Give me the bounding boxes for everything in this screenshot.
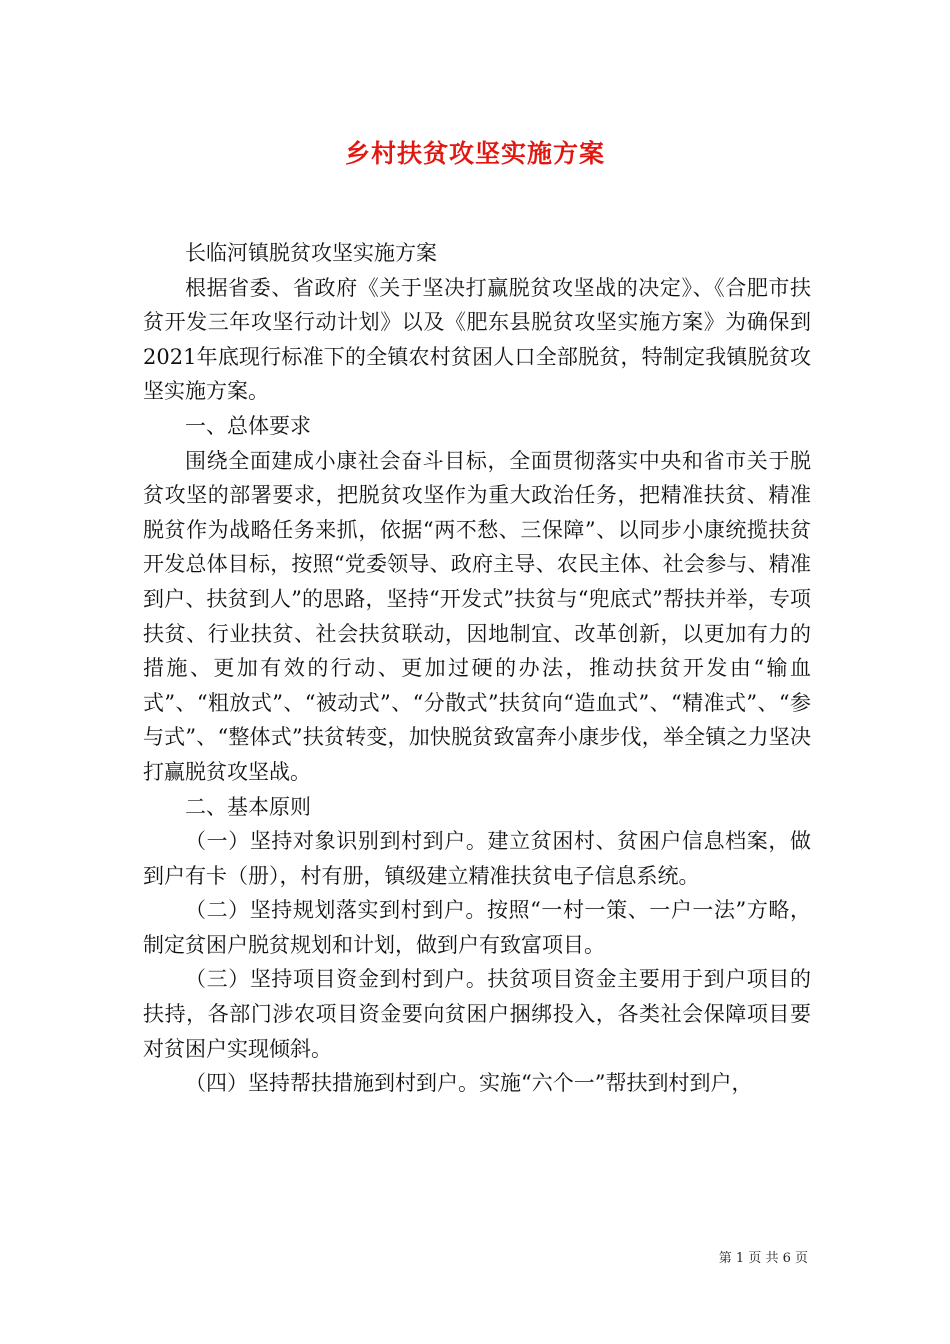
- principle-paragraph-2: （二）坚持规划落实到村到户。按照“一村一策、一户一法”方略，制定贫困户脱贫规划和计划，做到户有致富项目。: [143, 898, 811, 957]
- body-paragraph-subtitle: 长临河镇脱贫攻坚实施方案: [185, 241, 437, 265]
- body-paragraph-intro: 根据省委、省政府《关于坚决打赢脱贫攻坚战的决定》、《合肥市扶贫开发三年攻坚行动计划》以及《肥东县脱贫攻坚实施方案》为确保到2021年底现行标准下的全镇农村贫困人口全部脱贫，特制定我镇脱贫攻坚实施方案。: [143, 275, 811, 404]
- page-number-footer: 第 1 页 共 6 页: [718, 1251, 808, 1266]
- section-heading-basic-principles: 二、基本原则: [185, 794, 311, 819]
- body-paragraph-general-requirements: 围绕全面建成小康社会奋斗目标，全面贯彻落实中央和省市关于脱贫攻坚的部署要求，把脱贫攻坚作为重大政治任务，把精准扶贫、精准脱贫作为战略任务来抓，依据“两不愁、三保障”、以同步小康统揽扶贫开发总体目标，按照“党委领导、政府主导、农民主体、社会参与、精准到户、扶贫到人”的思路，坚持“开发式”扶贫与“兜底式”帮扶并举，专项扶贫、行业扶贫、社会扶贫联动，因地制宜、改革创新，以更加有力的措施、更加有效的行动、更加过硬的办法，推动扶贫开发由“输血式”、“粗放式”、“被动式”、“分散式”扶贫向“造血式”、“精准式”、“参与式”、“整体式”扶贫转变，加快脱贫致富奔小康步伐，举全镇之力坚决打赢脱贫攻坚战。: [143, 448, 811, 784]
- section-heading-general-requirements: 一、总体要求: [185, 413, 311, 438]
- principle-paragraph-4: （四）坚持帮扶措施到村到户。实施“六个一”帮扶到村到户，: [185, 1071, 753, 1096]
- principle-paragraph-1: （一）坚持对象识别到村到户。建立贫困村、贫困户信息档案，做到户有卡（册），村有册，镇级建立精准扶贫电子信息系统。: [143, 829, 811, 888]
- principle-paragraph-3: （三）坚持项目资金到村到户。扶贫项目资金主要用于到户项目的扶持，各部门涉农项目资金要向贫困户捆绑投入，各类社会保障项目要对贫困户实现倾斜。: [143, 967, 811, 1061]
- document-title: 乡村扶贫攻坚实施方案: [344, 139, 605, 168]
- document-body: [143, 236, 811, 1101]
